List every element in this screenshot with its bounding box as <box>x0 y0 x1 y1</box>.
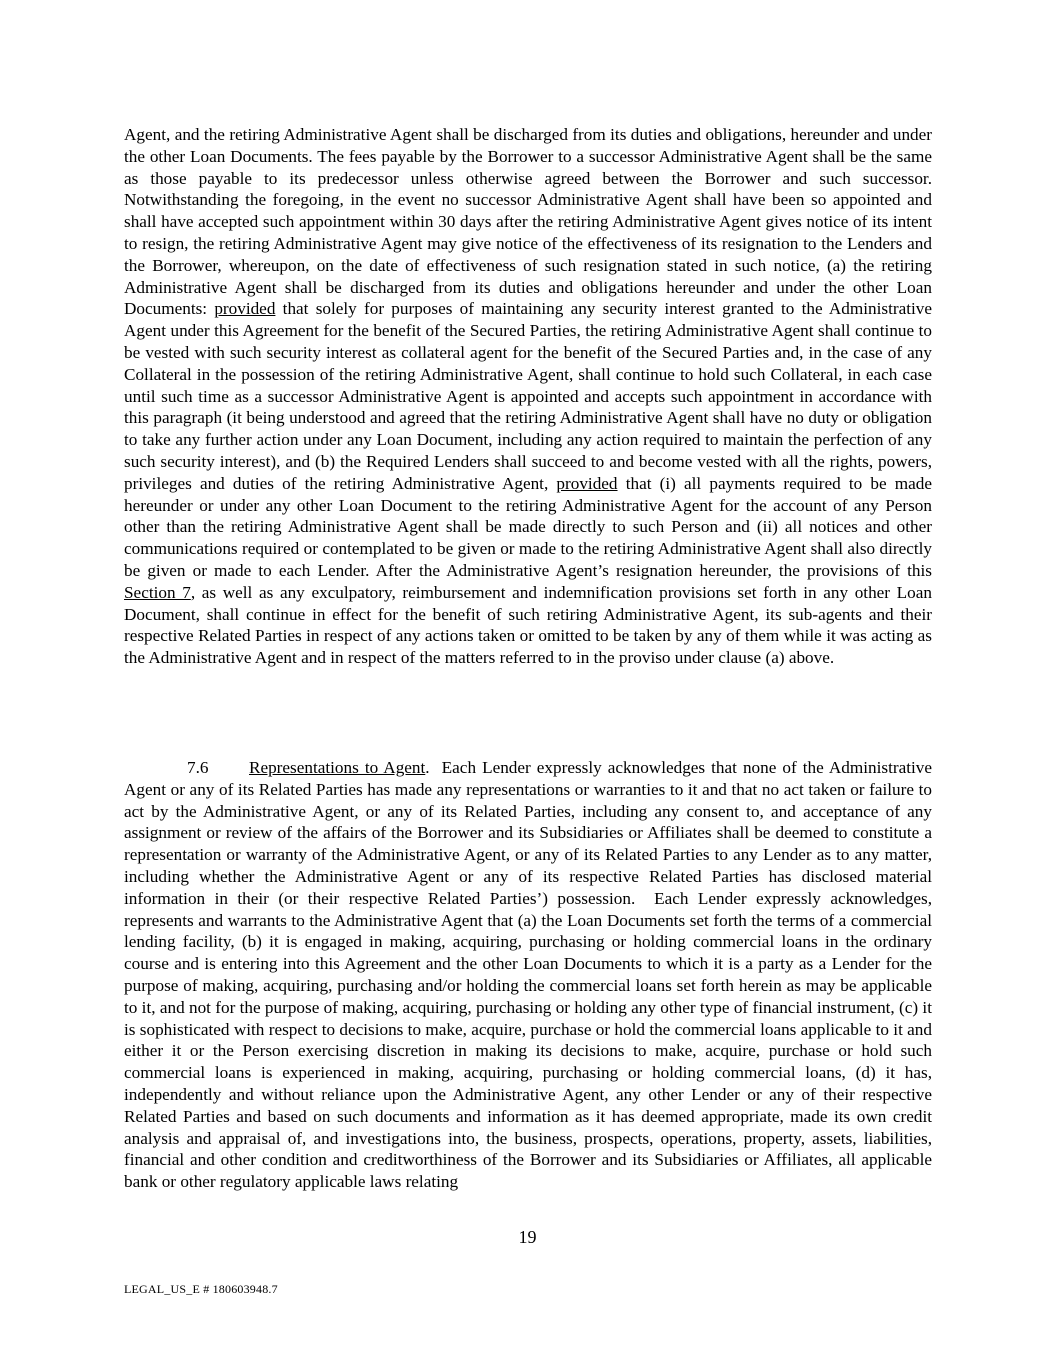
section-7-6-paragraph <box>124 757 937 1193</box>
paragraph-text: that solely for purposes of maintaining any security interest granted to the Administrative Agent under this Agreement for the benefit of the Secured Parties, the retiring Administrative Agent shall continue to be vested with such security interest as collateral agent for the benefit of the Secured Parties and, in the case of any Collateral in the possession of the retiring Administrative Agent, shall continue to hold such Collateral, in each case until such time as a successor Administrative Agent is appointed and accepts such appointment in accordance with this paragraph (it being understood and agreed that the retiring Administrative Agent shall have no duty or obligation to take any further action under any Loan Document, including any action required to maintain the perfection of any such security interest), and (b) the Required Lenders shall succeed to and become vested with all the rights, powers, privileges and duties of the retiring Administrative Agent, <box>124 299 932 493</box>
document-id: LEGAL_US_E # 180603948.7 <box>124 1282 278 1296</box>
section-body: Each Lender expressly acknowledges that none of the Administrative Agent or any of its Related Parties has made any representations or warranties to it and that no act taken or failure to act by the Administrative Agent, or any of its Related Parties, including any consent to, and acceptance of any assignment or review of the affairs of the Borrower and its Subsidiaries or Affiliates shall be deemed to constitute a representation or warranty of the Administrative Agent, or any of its Related Parties to any Lender as to any matter, including whether the Administrative Agent or any of its respective Related Parties has disclosed material information in their (or their respective Related Parties’) possession. Each Lender expressly acknowledges, represents and warrants to the Administrative Agent that (a) the Loan Documents set forth the terms of a commercial lending facility, (b) it is engaged in making, acquiring, purchasing or holding commercial loans in the ordinary course and is entering into this Agreement and the other Loan Documents to which it is a party as a Lender for the purpose of making, acquiring, purchasing and/or holding the commercial loans set forth herein as may be applicable to it, and not for the purpose of making, acquiring, purchasing or holding any other type of financial instrument, (c) it is sophisticated with respect to decisions to make, acquire, purchase or hold the commercial loans applicable to it and either it or the Person exercising discretion in making its decisions to make, acquire, purchase or hold such commercial loans is experienced in making, acquiring, purchasing or holding commercial loans, (d) it has, independently and without reliance upon the Administrative Agent, any other Lender or any of their respective Related Parties and based on such documents and information as it has deemed appropriate, made its own credit analysis and appraisal of, and investigations into, the business, prospects, operations, property, assets, liabilities, financial and other condition and creditworthiness of the Borrower and its Subsidiaries or Affiliates, all applicable bank or other regulatory applicable laws relating <box>124 758 937 1192</box>
paragraph-text: , as well as any exculpatory, reimbursement and indemnification provisions set forth in any other Loan Document, shall continue in effect for the benefit of such retiring Administrative Agent, its sub-agents and their respective Related Parties in respect of any actions taken or omitted to be taken by any of them while it was acting as the Administrative Agent and in respect of the matters referred to in the proviso under clause (a) above. <box>124 582 932 668</box>
section-heading-end: . <box>425 758 430 777</box>
paragraph-resignation-continued <box>124 124 932 669</box>
provided-term: provided <box>556 473 618 493</box>
provided-term: provided <box>214 299 276 319</box>
section-reference: Section 7 <box>124 582 191 602</box>
paragraph-text: Agent, and the retiring Administrative Agent shall be discharged from its duties and obligations, hereunder and under the other Loan Documents. The fees payable by the Borrower to a successor Administrative Agent shall be the same as those payable to its predecessor unless otherwise agreed between the Borrower and such successor. Notwithstanding the foregoing, in the event no successor Administrative Agent shall have been so appointed and shall have accepted such appointment within 30 days after the retiring Administrative Agent gives notice of its intent to resign, the retiring Administrative Agent may give notice of the effectiveness of its resignation to the Lenders and the Borrower, whereupon, on the date of effectiveness of such resignation stated in such notice, (a) the retiring Administrative Agent shall be discharged from its duties and obligations hereunder and under the other Loan Documents: <box>124 125 932 319</box>
page-number: 19 <box>518 1227 537 1247</box>
section-number: 7.6 <box>187 758 209 777</box>
paragraph-text: that (i) all payments required to be made hereunder or under any other Loan Document to the retiring Administrative Agent for the account of any Person other than the retiring Administrative Agent shall be made directly to such Person and (ii) all notices and other communications required or contemplated to be given or made to the retiring Administrative Agent shall also directly be given or made to each Lender. After the Administrative Agent’s resignation hereunder, the provisions of this <box>124 473 932 580</box>
section-heading: Representations to Agent <box>249 758 426 777</box>
